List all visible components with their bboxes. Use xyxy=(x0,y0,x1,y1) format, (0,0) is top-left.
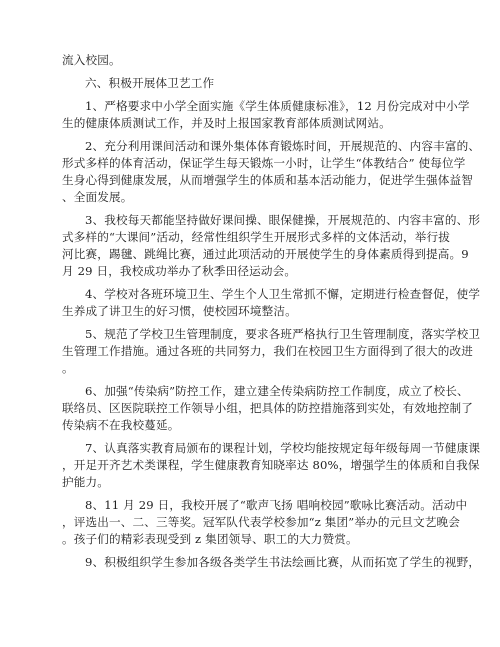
section-heading xyxy=(62,75,440,92)
text-line: 、全面发展。 xyxy=(62,190,133,204)
text-line: 6、加强“传染病”防控工作，建立建全传染病防控工作制度，成立了校长、 xyxy=(85,384,469,398)
paragraph-intro-end xyxy=(62,52,440,69)
text-line: 传染病不在我校蔓延。 xyxy=(62,418,180,432)
paragraph-item-6 xyxy=(62,383,474,434)
text-line: 2、充分利用课间活动和课外集体体育锻炼时间，开展规范的、内容丰富的、 xyxy=(85,139,481,153)
paragraph-item-3 xyxy=(62,212,481,280)
text-line: 4、学校对各班环境卫生、学生个人卫生常抓不懈，定期进行检查督促，使学 xyxy=(85,287,481,301)
text-line: 生的健康体质测试工作，并及时上报国家教育部体质测试网站。 xyxy=(62,116,391,130)
text-line: 联络员、区医院联控工作领导小组，把具体的防控措施落到实处，有效地控制了 xyxy=(62,401,474,415)
paragraph-item-5 xyxy=(62,326,481,377)
text-line: 生养成了讲卫生的好习惯，使校园环境整洁。 xyxy=(62,304,297,318)
paragraph-item-8 xyxy=(62,497,468,548)
text-line: 河比赛，踢毽、跳绳比赛，通过此项活动的开展使学生的身体素质得到提高。9 xyxy=(62,247,469,261)
paragraph-item-7 xyxy=(62,440,481,491)
text-line: 5、规范了学校卫生管理制度，要求各班严格执行卫生管理制度，落实学校卫 xyxy=(85,327,481,341)
text-line: ，评选出一、二、三等奖。冠军队代表学校参加“z 集团”举办的元旦文艺晚会 xyxy=(62,515,461,529)
paragraph-item-2 xyxy=(62,138,481,206)
text-line: 8、11 月 29 日，我校开展了“歌声飞扬 唱响校园”歌咏比赛活动。活动中 xyxy=(85,498,468,512)
text-line: 月 29 日，我校成功举办了秋季田径运动会。 xyxy=(62,264,297,278)
text-line: 7、认真落实教育局颁布的课程计划，学校均能按规定每年级每周一节健康课 xyxy=(85,441,481,455)
text-line: 。 xyxy=(62,361,74,375)
text-line: ，开足开齐艺术类课程，学生健康教育知晓率达 80%，增强学生的体质和自我保 xyxy=(62,458,480,472)
text-line: 1、严格要求中小学全面实施《学生体质健康标准》，12 月份完成对中小学 xyxy=(85,99,470,113)
text-line: 。孩子们的精彩表现受到 z 集团领导、职工的大力赞赏。 xyxy=(62,532,358,546)
document-body xyxy=(62,52,481,571)
text-line: 生身心得到健康发展，从而增强学生的体质和基本活动能力，促进学生强体益智 xyxy=(62,173,474,187)
text-line: 护能力。 xyxy=(62,475,109,489)
paragraph-item-9 xyxy=(62,554,481,571)
paragraph-item-1 xyxy=(62,98,470,132)
text-line: 形式多样的体育活动，保证学生每天锻炼一小时，让学生“体教结合” 使每位学 xyxy=(62,156,466,170)
text-line: 3、我校每天都能坚持做好课间操、眼保健操，开展规范的、内容丰富的、形 xyxy=(85,213,481,227)
text-line: 9、积极组织学生参加各级各类学生书法绘画比赛，从而拓宽了学生的视野， xyxy=(85,555,481,569)
text-line: 流入校园。 xyxy=(62,53,121,67)
section-title: 六、积极开展体卫艺工作 xyxy=(85,76,215,90)
paragraph-item-4 xyxy=(62,286,481,320)
text-line: 式多样的“大课间”活动，经常性组织学生开展形式多样的文体活动，举行拔 xyxy=(62,230,450,244)
text-line: 生管理工作措施。通过各班的共同努力，我们在校园卫生方面得到了很大的改进 xyxy=(62,344,474,358)
